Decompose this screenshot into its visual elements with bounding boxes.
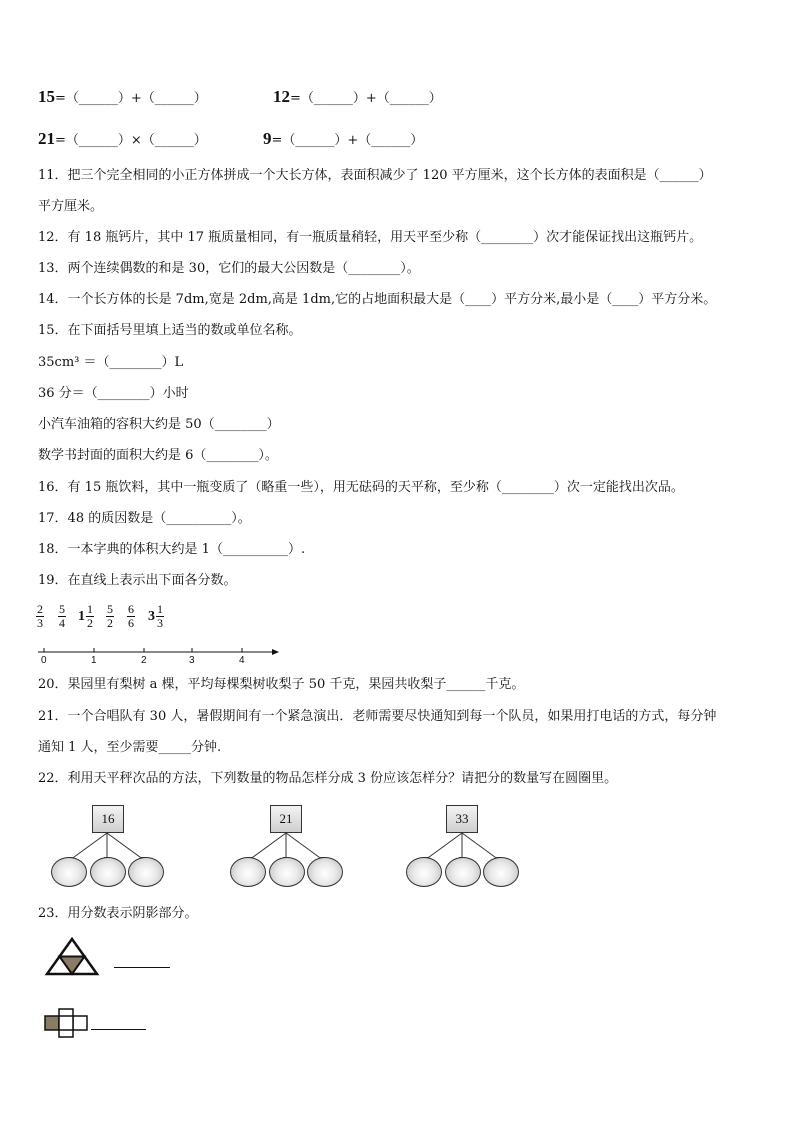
answer-circle[interactable]: [307, 857, 343, 887]
question-12: 12．有 18 瓶钙片，其中 17 瓶质量相同，有一瓶质量稍轻，用天平至少称（________）次才能保证找出这瓶钙片。: [38, 230, 703, 245]
answer-blank[interactable]: [114, 955, 170, 968]
tree-3-box: 33: [446, 805, 478, 833]
answer-circle[interactable]: [483, 857, 519, 887]
fraction-numerator: 1: [157, 602, 163, 616]
equation-12: [273, 88, 442, 108]
tick-label: 0: [41, 655, 47, 666]
fraction-numerator: 1: [87, 602, 93, 616]
mixed-integer: 1: [78, 609, 85, 624]
fraction-denominator: 2: [87, 616, 93, 630]
tree-branch: [425, 833, 462, 860]
fraction-numerator: 5: [107, 602, 113, 616]
fraction-numerator: 5: [59, 602, 65, 616]
fraction: [156, 603, 164, 630]
equation-9: [263, 130, 423, 150]
shaded-cell: [45, 1016, 59, 1030]
answer-circle[interactable]: [128, 857, 164, 887]
answer-blank[interactable]: [91, 1017, 146, 1030]
equation-lhs: 12: [273, 87, 290, 106]
tick-label: 2: [141, 655, 147, 666]
equation-lhs: 15: [38, 87, 55, 106]
fraction-denominator: 4: [59, 616, 65, 630]
question-22-title: 22．利用天平秤次品的方法，下列数量的物品怎样分成 3 份应该怎样分？请把分的数量写在圆圈里。: [38, 771, 618, 786]
fraction-denominator: 2: [107, 616, 113, 630]
fraction: [106, 603, 114, 630]
tree-branch: [286, 833, 323, 860]
tree-branch: [462, 833, 499, 860]
fraction: [86, 603, 94, 630]
question-15-item: 35cm³ ＝（________）L: [38, 355, 184, 370]
equation-lhs: 9: [263, 129, 272, 148]
answer-circle[interactable]: [51, 857, 87, 887]
fraction-denominator: 3: [157, 616, 163, 630]
tree-branch: [70, 833, 107, 860]
fraction-denominator: 3: [37, 616, 43, 630]
fraction: [58, 603, 66, 630]
answer-circle[interactable]: [269, 857, 305, 887]
number-line-arrow: [272, 649, 279, 655]
equation-rest: =（______）+（______）: [271, 133, 424, 148]
fraction: [36, 603, 44, 630]
question-14: 14．一个长方体的长是 7dm,宽是 2dm,高是 1dm,它的占地面积最大是（____）平方分米,最小是（____）平方分米。: [38, 292, 717, 307]
cross-cell: [73, 1016, 87, 1030]
equation-rest: =（______）×（______）: [55, 133, 207, 148]
answer-circle[interactable]: [445, 857, 481, 887]
question-15-title: 15．在下面括号里填上适当的数或单位名称。: [38, 323, 302, 338]
question-15-item: 小汽车油箱的容积大约是 50（________）: [38, 417, 280, 432]
equation-21: [38, 130, 207, 150]
question-17: 17．48 的质因数是（__________）。: [38, 511, 251, 526]
tick-label: 3: [189, 655, 195, 666]
fraction-numerator: 2: [37, 602, 43, 616]
question-11-line1: 11．把三个完全相同的小正方体拼成一个大长方体，表面积减少了 120 平方厘米，这个长方体的表面积是（______）: [38, 168, 712, 183]
question-20: 20．果园里有梨树 a 棵，平均每棵梨树收梨子 50 千克，果园共收梨子______千克。: [38, 677, 525, 692]
cross-figure: [44, 1008, 90, 1038]
equation-rest: =（______）+（______）: [290, 91, 442, 106]
equation-rest: =（______）+（______）: [55, 91, 207, 106]
cross-cell: [59, 1016, 73, 1030]
answer-circle[interactable]: [90, 857, 126, 887]
mixed-integer: 3: [148, 609, 155, 624]
question-13: 13．两个连续偶数的和是 30，它们的最大公因数是（________）。: [38, 261, 420, 276]
question-19-title: 19．在直线上表示出下面各分数。: [38, 573, 237, 588]
tree-branch: [249, 833, 286, 860]
question-21-line1: 21．一个合唱队有 30 人，暑假期间有一个紧急演出．老师需要尽快通知到每一个队员，如果用打电话的方式，每分钟: [38, 709, 717, 724]
fraction-denominator: 6: [128, 616, 134, 630]
equation-15: [38, 88, 207, 108]
equation-lhs: 21: [38, 129, 55, 148]
tree-1-box: 16: [92, 805, 124, 833]
question-23-title: 23．用分数表示阴影部分。: [38, 906, 198, 921]
question-18: 18．一本字典的体积大约是 1（__________）.: [38, 542, 306, 557]
tick-label: 4: [239, 655, 245, 666]
tree-branch: [107, 833, 144, 860]
fraction-numerator: 6: [128, 602, 134, 616]
answer-circle[interactable]: [230, 857, 266, 887]
triangle-figure: [44, 937, 100, 977]
question-15-item: 数学书封面的面积大约是 6（________）。: [38, 448, 278, 463]
tree-2-box: 21: [270, 805, 302, 833]
answer-circle[interactable]: [406, 857, 442, 887]
tick-label: 1: [91, 655, 97, 666]
question-16: 16．有 15 瓶饮料，其中一瓶变质了（略重一些），用无砝码的天平称，至少称（________）次一定能找出次品。: [38, 480, 684, 495]
question-21-line2: 通知 1 人，至少需要_____分钟.: [38, 740, 222, 755]
number-line: [36, 645, 286, 659]
question-11-line2: 平方厘米。: [38, 199, 104, 214]
question-15-item: 36 分＝（________）小时: [38, 386, 189, 401]
fraction: [127, 603, 135, 630]
